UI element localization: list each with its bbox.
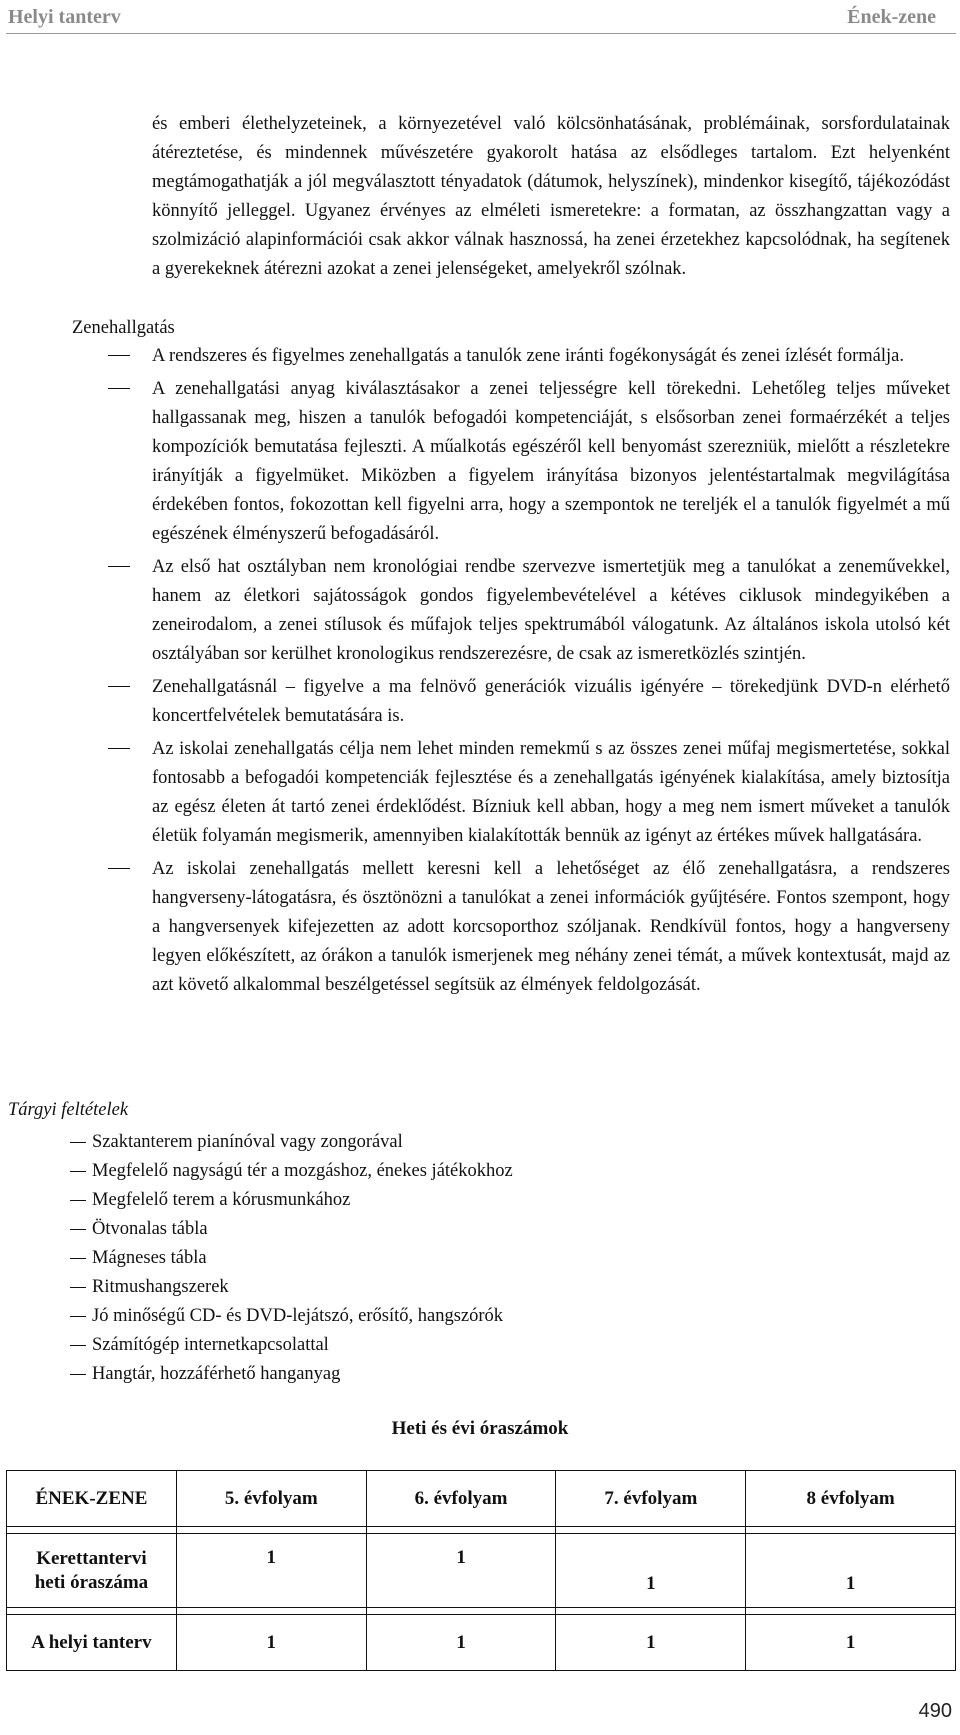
condition-item	[70, 1360, 513, 1389]
page-header	[0, 0, 960, 34]
dash-bullet	[70, 1287, 86, 1288]
dash-bullet	[70, 1258, 86, 1259]
table-cell: 1	[176, 1615, 366, 1671]
table-cell: 1	[176, 1534, 366, 1608]
condition-text: Megfelelő nagyságú tér a mozgáshoz, énekes játékokhoz	[92, 1161, 513, 1181]
condition-text: Szaktanterem pianínóval vagy zongorával	[92, 1132, 403, 1152]
table-cell: 1	[556, 1615, 746, 1671]
condition-item	[70, 1273, 513, 1302]
condition-item	[70, 1215, 513, 1244]
dash-bullet	[108, 566, 130, 567]
page-number: 490	[918, 1700, 952, 1722]
header-cell: 8 évfolyam	[746, 1471, 956, 1527]
section-title: Zenehallgatás	[72, 318, 175, 338]
header-right: Ének-zene	[847, 6, 936, 28]
conditions-title: Tárgyi feltételek	[8, 1100, 129, 1120]
table-cell: 1	[746, 1615, 956, 1671]
listening-list	[108, 342, 950, 1004]
list-item-text: Az első hat osztályban nem kronológiai rendbe szervezve ismertetjük meg a tanulókat a zeneművekkel, hanem az életkori sajátosságok gondos figyelembevételével a kétéves ciklusok mindegyikében a zeneirodalom, a zenei stílusok és műfajok teljes spektrumából válogatunk. Az általános iskola utolsó két osztályában sor kerülhet kronologikus rendszerezésre, de csak az ismeretközlés szintjén.	[152, 557, 950, 664]
condition-item	[70, 1302, 513, 1331]
table-cell: 1	[556, 1534, 746, 1608]
header-cell: ÉNEK-ZENE	[7, 1471, 177, 1527]
condition-text: Ötvonalas tábla	[92, 1219, 208, 1239]
dash-bullet	[70, 1345, 86, 1346]
condition-item	[70, 1157, 513, 1186]
table-spacer-row	[7, 1527, 956, 1534]
row-label-line: heti óraszáma	[34, 1571, 149, 1593]
header-left: Helyi tanterv	[8, 6, 121, 28]
list-item	[108, 735, 950, 851]
list-item	[108, 673, 950, 731]
table-title: Heti és évi óraszámok	[391, 1418, 569, 1439]
list-item-text: A zenehallgatási anyag kiválasztásakor a zenei teljességre kell törekedni. Lehetőleg teljes műveket hallgassanak meg, hiszen a tanulók befogadói kompetenciáját, s elsősorban zenei formaérzékét a teljes kompozíciók bemutatása fejleszti. A műalkotás egészéről kell benyomást szerezniük, mielőtt a részletekre irányítják a figyelmüket. Miközben a figyelem irányítása bizonyos jelentéstartalmak megvilágítása érdekében fontos, fokozottan kell figyelni arra, hogy a szempontok ne tereljék el a tanulók figyelmét a mű egészének élményszerű befogadásáról.	[152, 379, 950, 544]
dash-bullet	[108, 748, 130, 749]
row-label	[7, 1534, 177, 1608]
dash-bullet	[108, 868, 130, 869]
condition-text: Ritmushangszerek	[92, 1277, 229, 1297]
table-header-row	[7, 1471, 956, 1527]
table-row	[7, 1615, 956, 1671]
header-cell: 6. évfolyam	[366, 1471, 556, 1527]
row-label: A helyi tanterv	[7, 1615, 177, 1671]
dash-bullet	[70, 1171, 86, 1172]
table-row	[7, 1534, 956, 1608]
list-item	[108, 855, 950, 1000]
condition-text: Jó minőségű CD- és DVD-lejátszó, erősítő, hangszórók	[92, 1306, 504, 1326]
intro-paragraph	[152, 110, 950, 284]
hours-table	[6, 1470, 956, 1671]
list-item	[108, 342, 950, 371]
header-cell: 5. évfolyam	[176, 1471, 366, 1527]
condition-text: Számítógép internetkapcsolattal	[92, 1335, 329, 1355]
table-spacer-row	[7, 1608, 956, 1615]
condition-item	[70, 1186, 513, 1215]
dash-bullet	[108, 388, 130, 389]
dash-bullet	[108, 686, 130, 687]
dash-bullet	[70, 1142, 86, 1143]
list-item	[108, 375, 950, 549]
condition-text: Megfelelő terem a kórusmunkához	[92, 1190, 351, 1210]
row-label-line: Kerettantervi	[36, 1547, 147, 1569]
list-item-text: Az iskolai zenehallgatás célja nem lehet minden remekmű s az összes zenei műfaj megismertetése, sokkal fontosabb a befogadói kompetenciák fejlesztése és a zenehallgatás igényének kialakítása, amely biztosítja az egész életen át tartó zenei érdeklődést. Bízniuk kell abban, hogy a meg nem ismert műveket a tanulók életük folyamán megismerik, amennyiben kialakították bennük az igényt az értékes művek hallgatására.	[152, 739, 950, 846]
condition-text: Hangtár, hozzáférhető hanganyag	[92, 1364, 341, 1384]
condition-item	[70, 1331, 513, 1360]
list-item-text: A rendszeres és figyelmes zenehallgatás a tanulók zene iránti fogékonyságát és zenei ízlését formálja.	[152, 346, 905, 366]
list-item-text: Zenehallgatásnál – figyelve a ma felnövő generációk vizuális igényére – törekedjünk DVD-n elérhető koncertfelvételek bemutatására is.	[152, 677, 950, 726]
header-rule	[6, 33, 956, 34]
dash-bullet	[70, 1229, 86, 1230]
header-cell: 7. évfolyam	[556, 1471, 746, 1527]
condition-item	[70, 1128, 513, 1157]
dash-bullet	[70, 1316, 86, 1317]
intro-text: és emberi élethelyzeteinek, a környezetével való kölcsönhatásának, problémáinak, sorsfordulatainak átéreztetése, és mindennek művészetére gyakorolt hatása az elsődleges tartalom. Ezt helyenként megtámogathatják a jól megválasztott tényadatok (dátumok, helyszínek), mindenkor kisegítő, tájékozódást könnyítő jelleggel. Ugyanez érvényes az elméleti ismeretekre: a formatan, az összhangzattan vagy a szolmizáció alapinformációi csak akkor válnak hasznossá, ha zenei érzetekhez kapcsolódnak, ha segítenek a gyerekeknek átérezni azokat a zenei jelenségeket, amelyekről szólnak.	[152, 114, 950, 279]
dash-bullet	[108, 355, 130, 356]
list-item-text: Az iskolai zenehallgatás mellett keresni kell a lehetőséget az élő zenehallgatásra, a rendszeres hangverseny-látogatásra, és ösztönözni a tanulókat a zenei információk gyűjtésére. Fontos szempont, hogy a hangversenyek kifejezetten az adott korcsoporthoz szóljanak. Rendkívül fontos, hogy a hangverseny legyen előkészített, az órákon a tanulók ismerjenek meg néhány zenei témát, a művek kontextusát, majd az azt követő alkalommal beszélgetéssel segítsük az élmények feldolgozását.	[152, 859, 950, 995]
dash-bullet	[70, 1374, 86, 1375]
conditions-list	[70, 1128, 513, 1389]
condition-item	[70, 1244, 513, 1273]
table-cell: 1	[366, 1615, 556, 1671]
table-cell: 1	[366, 1534, 556, 1608]
table-cell: 1	[746, 1534, 956, 1608]
dash-bullet	[70, 1200, 86, 1201]
condition-text: Mágneses tábla	[92, 1248, 207, 1268]
list-item	[108, 553, 950, 669]
